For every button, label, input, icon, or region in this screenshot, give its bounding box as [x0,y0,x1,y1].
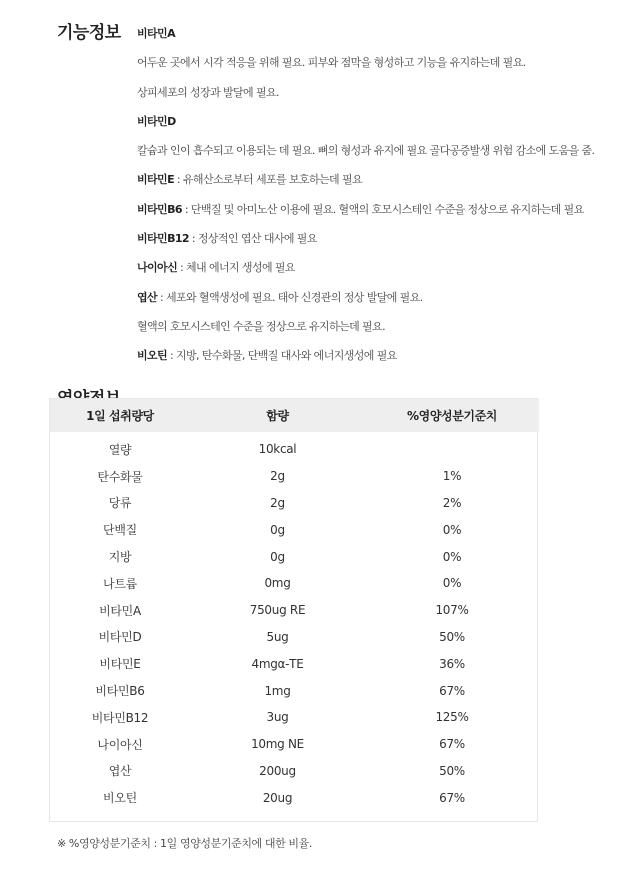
functional-info-line [137,319,617,348]
nutrient-label: 비타민B6 [137,202,182,216]
header-serving: 1일 섭취량당 [50,399,190,432]
daily-value-cell: 2% [442,495,462,510]
nutrient-name-cell: 열량 [108,442,132,457]
daily-value-cell: 36% [439,656,465,671]
amount-cell: 3ug [266,710,289,725]
nutrient-name-cell: 나이아신 [97,737,143,752]
table-row [50,624,539,651]
daily-value-cell: 0% [442,576,462,591]
functional-info-line [137,114,617,143]
daily-value-cell: 107% [435,603,469,618]
table-row [50,704,539,731]
table-row [50,516,539,543]
nutrient-label: 나이아신 [137,261,178,275]
amount-cell: 750ug RE [249,603,306,618]
nutrient-label: 비오틴 [137,349,168,363]
functional-info-line [137,85,617,114]
nutrient-name-cell: 엽산 [108,764,132,779]
functional-info-line [137,172,617,201]
daily-value-cell: 0% [442,549,462,564]
nutrient-name-cell: 지방 [108,550,132,565]
functional-info-line [137,143,617,172]
functional-info-line [137,26,617,55]
nutrient-description: 어두운 곳에서 시각 적응을 위해 필요. 피부와 점막을 형성하고 기능을 유지하는데 필요. [137,56,526,70]
nutrient-label: 비타민E [137,173,174,187]
nutrition-table [50,399,539,811]
daily-value-cell [365,432,539,463]
amount-cell: 1mg [264,683,291,698]
nutrient-name-cell: 탄수화물 [97,469,143,484]
table-row [50,650,539,677]
daily-value-cell: 50% [439,629,465,644]
nutrient-description: : 유해산소로부터 세포를 보호하는데 필요 [174,173,363,187]
table-row [50,432,539,463]
daily-value-cell: 67% [439,737,465,752]
functional-info-title: 기능정보 [57,23,121,43]
nutrient-label: 비타민B12 [137,232,189,246]
amount-cell: 10kcal [258,442,297,457]
nutrient-name-cell: 단백질 [103,523,137,538]
nutrient-name-cell: 비타민A [99,603,141,618]
functional-info-list [137,26,617,378]
nutrient-name-cell: 비타민E [99,657,141,672]
amount-cell: 0g [270,549,285,564]
table-row [50,597,539,624]
nutrition-table-header-row [50,399,539,432]
amount-cell: 200ug [259,763,296,778]
daily-value-cell: 50% [439,763,465,778]
amount-cell: 2g [270,469,285,484]
nutrient-description: 혈액의 호모시스테인 수준을 정상으로 유지하는데 필요. [137,319,385,333]
nutrient-description: : 단백질 및 아미노산 이용에 필요. 혈액의 호모시스테인 수준을 정상으로 유지하는데 필요 [181,202,584,216]
amount-cell: 10mg NE [251,737,304,752]
functional-info-line [137,290,617,319]
daily-value-cell: 1% [442,469,462,484]
amount-cell: 20ug [262,790,293,805]
nutrient-description: : 정상적인 엽산 대사에 필요 [188,232,317,246]
functional-info-line [137,55,617,84]
nutrient-name-cell: 비타민B12 [91,710,149,725]
nutrient-description: : 세포와 혈액생성에 필요. 태아 신경관의 정상 발달에 필요. [157,290,423,304]
nutrient-label: 비타민D [137,114,176,128]
amount-cell: 2g [270,495,285,510]
nutrient-label: 엽산 [137,290,158,304]
table-row [50,490,539,517]
daily-value-cell: 67% [439,790,465,805]
table-row [50,463,539,490]
header-amount: 함량 [190,399,365,432]
amount-cell: 4mgα-TE [251,656,304,671]
functional-info-line [137,231,617,260]
nutrient-name-cell: 당류 [108,496,132,511]
nutrient-name-cell: 비오틴 [103,791,137,806]
daily-value-cell: 125% [435,710,469,725]
nutrient-description: : 지방, 탄수화물, 단백질 대사와 에너지생성에 필요 [167,349,397,363]
daily-value-cell: 67% [439,683,465,698]
daily-value-footnote: ※ %영양성분기준치 : 1일 영양성분기준치에 대한 비율. [57,837,312,850]
nutrient-description: 칼슘과 인이 흡수되고 이용되는 데 필요. 뼈의 형성과 유지에 필요 골다공증발생 위험 감소에 도움을 줌. [137,144,595,158]
amount-cell: 5ug [266,629,289,644]
table-row [50,784,539,811]
amount-cell: 0g [270,522,285,537]
functional-info-line [137,260,617,289]
nutrient-name-cell: 비타민D [98,630,142,645]
nutrient-description: 상피세포의 성장과 발달에 필요. [137,85,279,99]
table-row [50,758,539,785]
amount-cell: 0mg [264,576,291,591]
functional-info-line [137,348,617,377]
functional-info-line [137,202,617,231]
table-row [50,570,539,597]
nutrition-table-container [49,398,538,822]
nutrient-name-cell: 나트륨 [103,576,137,591]
nutrient-label: 비타민A [137,27,175,40]
header-daily-value: %영양성분기준치 [365,399,539,432]
nutrient-name-cell: 비타민B6 [95,684,145,699]
table-row [50,731,539,758]
nutrient-description: : 체내 에너지 생성에 필요 [177,261,295,275]
daily-value-cell: 0% [442,522,462,537]
table-row [50,677,539,704]
table-row [50,543,539,570]
